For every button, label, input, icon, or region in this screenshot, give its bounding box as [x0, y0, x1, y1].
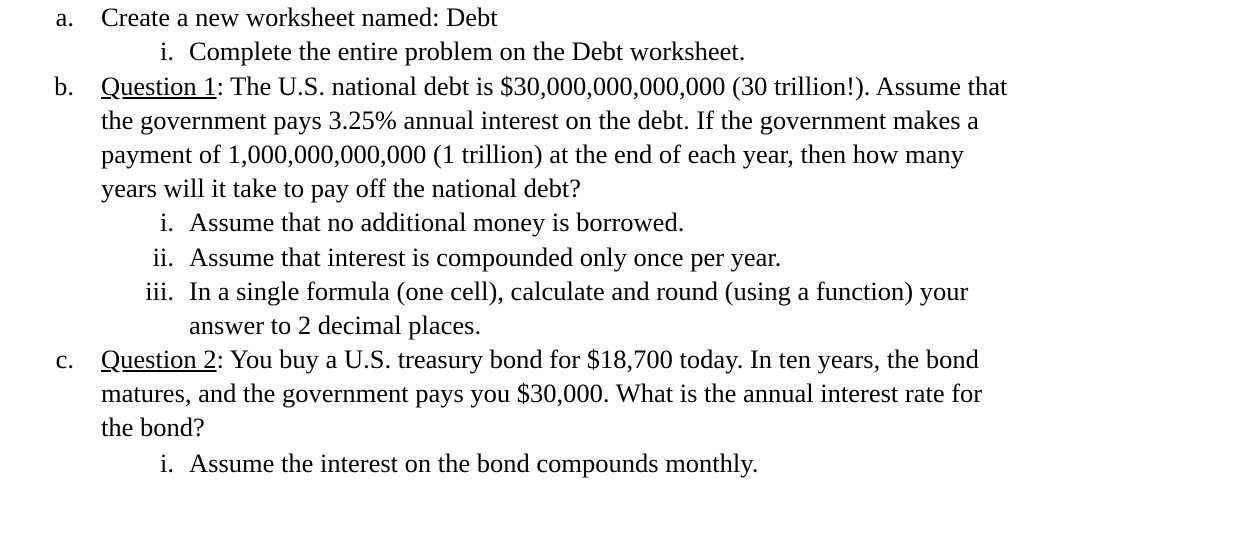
item-c-line-2: matures, and the government pays you $30,000. What is the annual interest rate for: [101, 378, 983, 408]
item-c-sub-i-text: Assume the interest on the bond compounds monthly.: [189, 448, 759, 478]
item-b-sub-i-text: Assume that no additional money is borrowed.: [189, 207, 685, 237]
question-2-text: : You buy a U.S. treasury bond for $18,700 today. In ten years, the bond: [216, 344, 979, 374]
item-a-sub-i-marker: i.: [160, 36, 174, 66]
item-c-marker: c.: [55, 344, 74, 374]
item-a-sub-i-text: Complete the entire problem on the Debt worksheet.: [189, 36, 746, 66]
item-b-sub-ii-text: Assume that interest is compounded only once per year.: [189, 242, 782, 272]
item-b-sub-iii-line-1: In a single formula (one cell), calculate and round (using a function) your: [189, 276, 969, 306]
item-a-marker: a.: [55, 2, 74, 32]
item-c-first-line: [101, 342, 979, 376]
item-a-text: Create a new worksheet named: Debt: [101, 2, 498, 32]
item-b-first-line: [101, 69, 1007, 103]
item-b-sub-ii-marker: ii.: [152, 242, 174, 272]
item-b-line-4: years will it take to pay off the national debt?: [101, 173, 582, 203]
item-b-sub-iii-line-2: answer to 2 decimal places.: [189, 310, 482, 340]
item-b-marker: b.: [54, 71, 74, 101]
item-b-sub-i-marker: i.: [160, 207, 174, 237]
item-c-line-3: the bond?: [101, 412, 205, 442]
item-b-line-2: the government pays 3.25% annual interest on the debt. If the government makes a: [101, 105, 979, 135]
item-c-sub-i-marker: i.: [160, 448, 174, 478]
question-1-text: : The U.S. national debt is $30,000,000,000,000 (30 trillion!). Assume that: [216, 71, 1008, 101]
item-b-line-3: payment of 1,000,000,000,000 (1 trillion) at the end of each year, then how many: [101, 139, 964, 169]
question-2-label: Question 2: [101, 344, 217, 374]
item-b-sub-iii-marker: iii.: [145, 276, 174, 306]
question-1-label: Question 1: [101, 71, 217, 101]
